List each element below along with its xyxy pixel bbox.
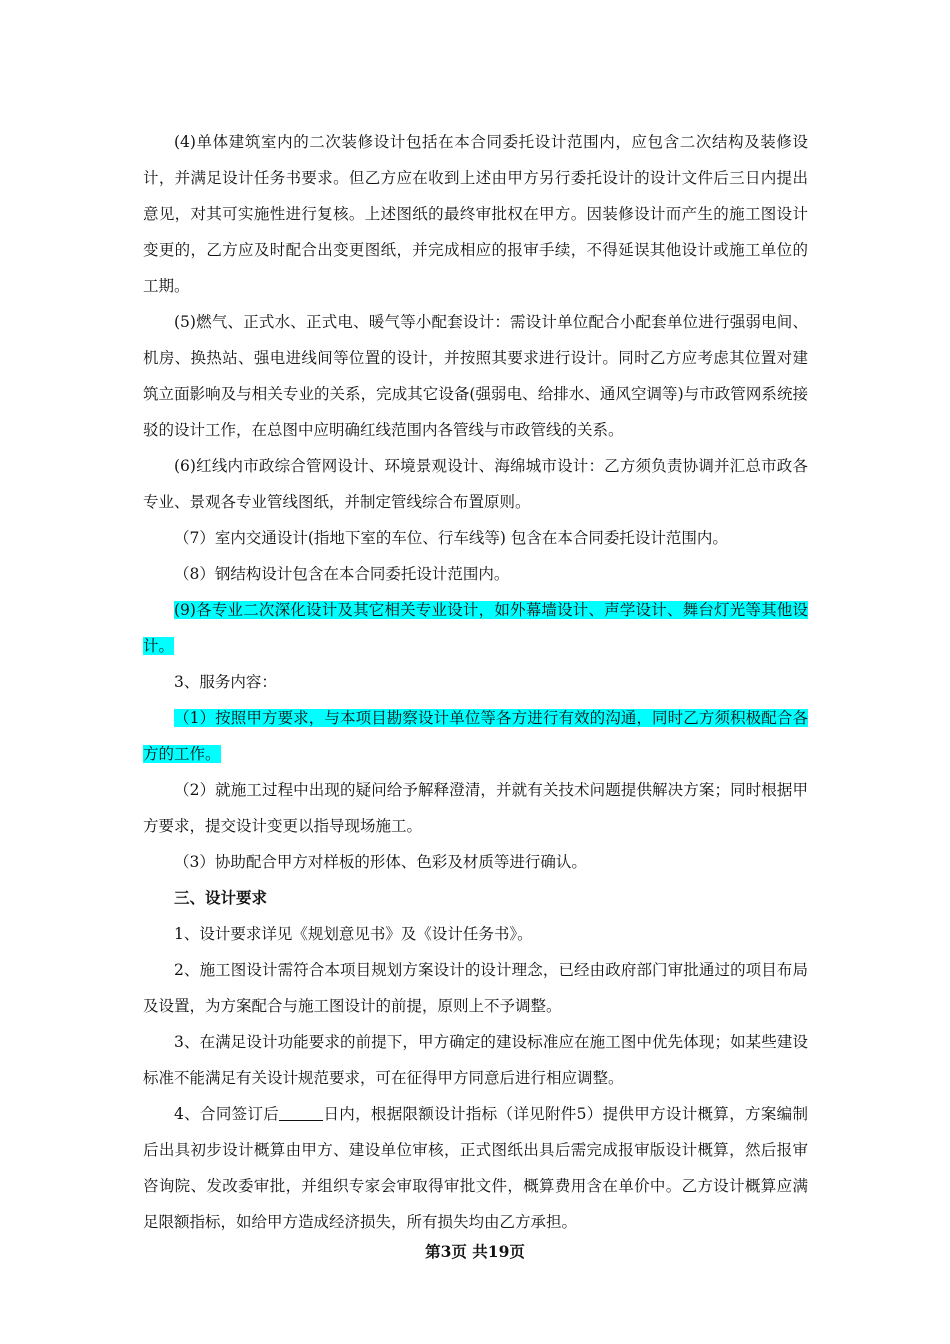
service-item-2: （2）就施工过程中出现的疑问给予解释澄清，并就有关技术问题提供解决方案；同时根据甲方要求，提交设计变更以指导现场施工。	[143, 781, 808, 835]
section-heading-design-requirements: 三、设计要求	[174, 888, 268, 907]
requirement-4: 4、合同签订后 日内，根据限额设计指标（详见附件5）提供甲方设计概算，方案编制后出具初步设计概算由甲方、建设单位审核，正式图纸出具后需完成报审版设计概算，然后报审咨询院、发改委审批，并组织专家会审取得审批文件，概算费用含在单价中。乙方设计概算应满足限额指标，如给甲方造成经济损失，所有损失均由乙方承担。	[143, 1096, 808, 1240]
blank-days-field	[279, 1102, 323, 1121]
paragraph-8-steel-structure: （8）钢结构设计包含在本合同委托设计范围内。	[174, 565, 510, 583]
highlighted-text: (9)各专业二次深化设计及其它相关专业设计，如外幕墙设计、声学设计、舞台灯光等其他设计。	[143, 601, 808, 655]
page-footer: 第3页 共19页	[425, 1242, 525, 1261]
requirement-2: 2、施工图设计需符合本项目规划方案设计的设计理念，已经由政府部门审批通过的项目布局及设置，为方案配合与施工图设计的前提，原则上不予调整。	[143, 961, 808, 1015]
paragraph-5-utility-design: (5)燃气、正式水、正式电、暖气等小配套设计：需设计单位配合小配套单位进行强弱电间、机房、换热站、强电进线间等位置的设计，并按照其要求进行设计。同时乙方应考虑其位置对建筑立面影响及与相关专业的关系，完成其它设备(强弱电、给排水、通风空调等)与市政管网系统接驳的设计工作，在总图中应明确红线范围内各管线与市政管线的关系。	[143, 313, 808, 439]
service-item-1	[143, 700, 808, 772]
requirement-1: 1、设计要求详见《规划意见书》及《设计任务书》。	[174, 925, 533, 943]
section-service-content: 3、服务内容：	[174, 673, 277, 691]
requirement-3: 3、在满足设计功能要求的前提下，甲方确定的建设标准应在施工图中优先体现；如某些建设标准不能满足有关设计规范要求，可在征得甲方同意后进行相应调整。	[143, 1033, 808, 1087]
paragraph-4-decoration-design: (4)单体建筑室内的二次装修设计包括在本合同委托设计范围内，应包含二次结构及装修设计，并满足设计任务书要求。但乙方应在收到上述由甲方另行委托设计的设计文件后三日内提出意见，对其可实施性进行复核。上述图纸的最终审批权在甲方。因装修设计而产生的施工图设计变更的，乙方应及时配合出变更图纸，并完成相应的报审手续，不得延误其他设计或施工单位的工期。	[143, 133, 808, 295]
service-item-3: （3）协助配合甲方对样板的形体、色彩及材质等进行确认。	[174, 853, 587, 871]
highlighted-text: （1）按照甲方要求，与本项目勘察设计单位等各方进行有效的沟通，同时乙方须积极配合各方的工作。	[143, 709, 808, 763]
document-body	[143, 124, 808, 1240]
paragraph-7-traffic-design: （7）室内交通设计(指地下室的车位、行车线等) 包含在本合同委托设计范围内。	[174, 529, 728, 547]
paragraph-9-secondary-design	[143, 592, 808, 664]
paragraph-6-municipal-design: (6)红线内市政综合管网设计、环境景观设计、海绵城市设计：乙方须负责协调并汇总市政各专业、景观各专业管线图纸，并制定管线综合布置原则。	[143, 457, 808, 511]
